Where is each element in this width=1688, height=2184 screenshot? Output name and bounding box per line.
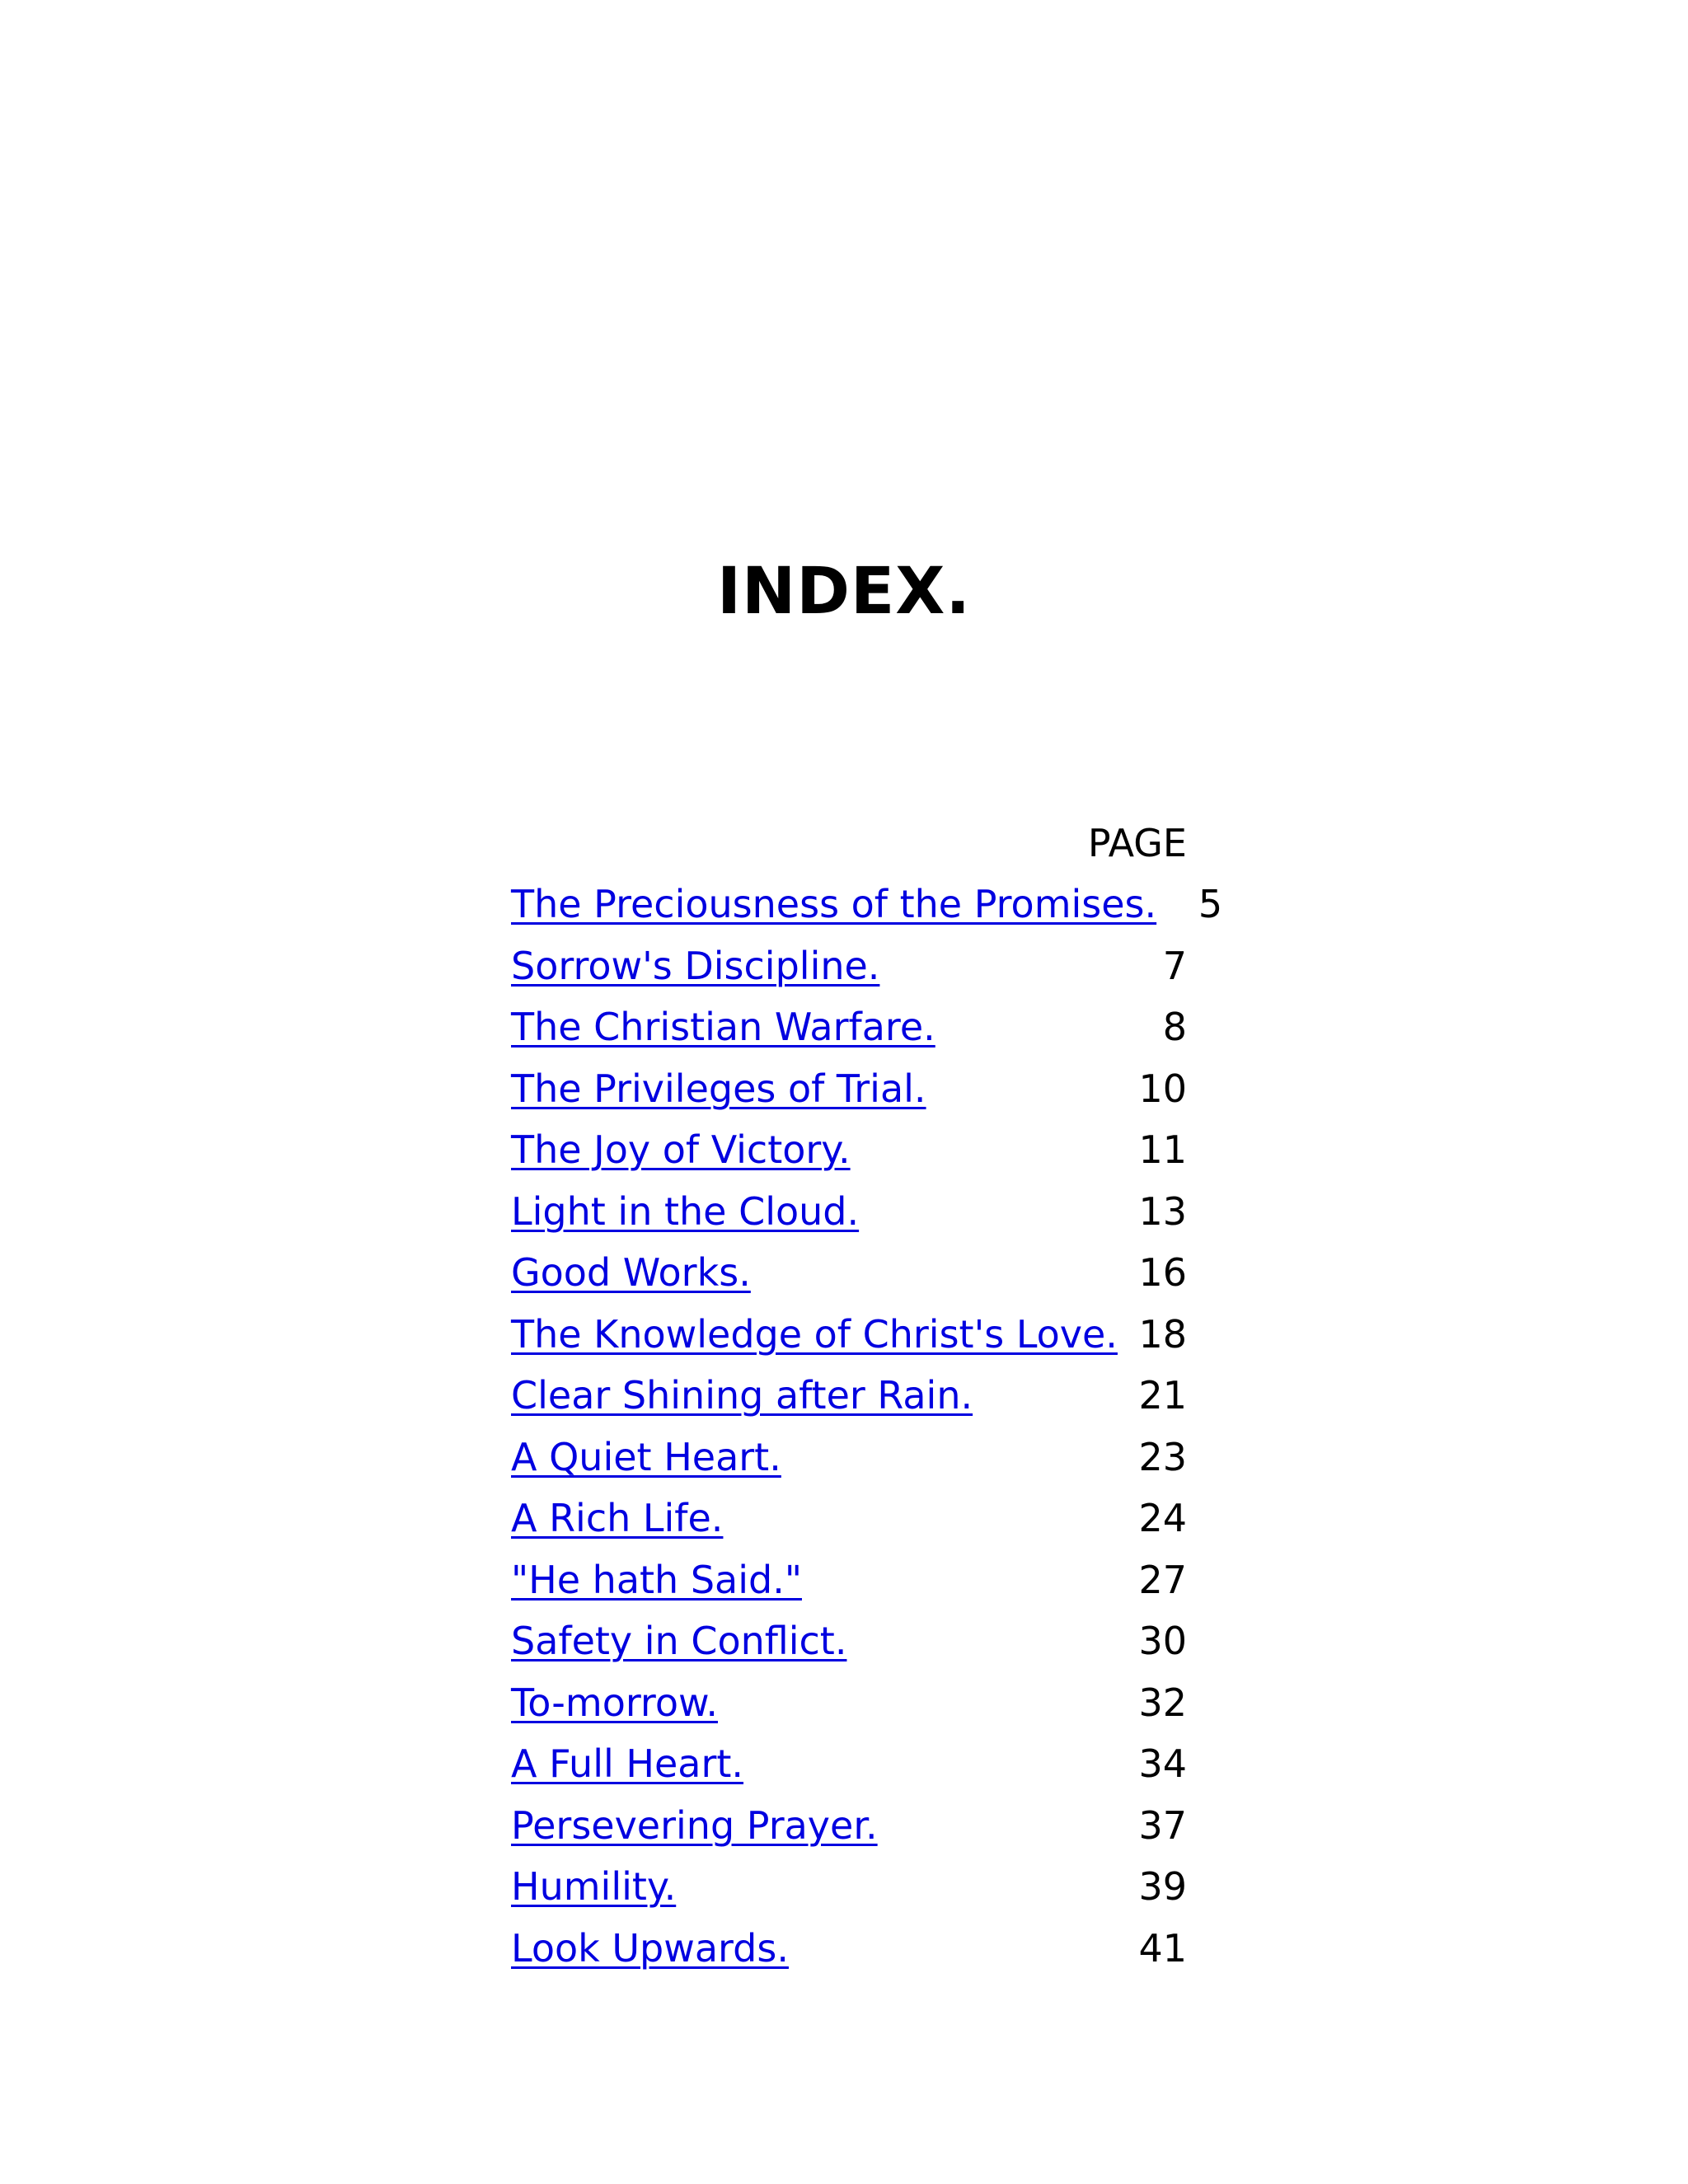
table-of-contents bbox=[511, 813, 1223, 1979]
toc-entry bbox=[511, 996, 1187, 1058]
toc-entry bbox=[511, 1856, 1187, 1918]
toc-page-number: 16 bbox=[1138, 1250, 1187, 1296]
toc-link[interactable]: Look Upwards. bbox=[511, 1925, 789, 1971]
toc-link[interactable]: The Privileges of Trial. bbox=[511, 1066, 926, 1111]
toc-entry bbox=[511, 935, 1187, 997]
toc-page-number: 30 bbox=[1138, 1619, 1187, 1664]
toc-page-number: 8 bbox=[1162, 1005, 1187, 1050]
toc-page-number: 39 bbox=[1138, 1864, 1187, 1910]
toc-entry bbox=[511, 1427, 1187, 1488]
toc-link[interactable]: The Preciousness of the Promises. bbox=[511, 882, 1157, 927]
page-title: INDEX. bbox=[716, 555, 972, 629]
toc-link[interactable]: A Rich Life. bbox=[511, 1496, 724, 1541]
toc-page-number: 21 bbox=[1138, 1373, 1187, 1418]
toc-link[interactable]: Humility. bbox=[511, 1864, 677, 1910]
toc-entry bbox=[511, 1918, 1187, 1980]
toc-entry bbox=[511, 1672, 1187, 1734]
toc-entry bbox=[511, 1610, 1187, 1672]
toc-page-number: 23 bbox=[1138, 1434, 1187, 1479]
toc-link[interactable]: "He hath Said." bbox=[511, 1557, 802, 1602]
toc-link[interactable]: The Christian Warfare. bbox=[511, 1005, 935, 1050]
toc-page-number: 37 bbox=[1138, 1802, 1187, 1848]
toc-link[interactable]: Persevering Prayer. bbox=[511, 1802, 878, 1848]
toc-link[interactable]: Clear Shining after Rain. bbox=[511, 1373, 973, 1418]
toc-link[interactable]: Light in the Cloud. bbox=[511, 1188, 860, 1234]
toc-entry bbox=[511, 1365, 1187, 1427]
toc-entry bbox=[511, 1488, 1187, 1549]
toc-page-number: 5 bbox=[1198, 882, 1223, 927]
toc-link[interactable]: Sorrow's Discipline. bbox=[511, 943, 880, 988]
toc-entry bbox=[511, 1119, 1187, 1181]
toc-link[interactable]: Good Works. bbox=[511, 1250, 751, 1296]
toc-page-number: 24 bbox=[1138, 1496, 1187, 1541]
toc-link[interactable]: A Full Heart. bbox=[511, 1741, 744, 1787]
toc-entry bbox=[511, 1304, 1187, 1366]
toc-link[interactable]: The Knowledge of Christ's Love. bbox=[511, 1311, 1118, 1357]
toc-list bbox=[511, 874, 1223, 1979]
toc-entry bbox=[511, 1242, 1187, 1304]
toc-entry bbox=[511, 1549, 1187, 1611]
toc-page-number: 34 bbox=[1138, 1741, 1187, 1787]
toc-page-number: 32 bbox=[1138, 1680, 1187, 1725]
toc-link[interactable]: To-morrow. bbox=[511, 1680, 719, 1725]
toc-page-number: 18 bbox=[1138, 1311, 1187, 1357]
toc-link[interactable]: The Joy of Victory. bbox=[511, 1127, 851, 1173]
toc-page-number: 7 bbox=[1162, 943, 1187, 988]
toc-page-number: 41 bbox=[1138, 1925, 1187, 1971]
toc-entry bbox=[511, 1733, 1187, 1795]
toc-page-number: 10 bbox=[1138, 1066, 1187, 1111]
toc-entry bbox=[511, 1058, 1187, 1120]
toc-link[interactable]: A Quiet Heart. bbox=[511, 1434, 781, 1479]
toc-entry bbox=[511, 1181, 1187, 1243]
toc-page-number: 11 bbox=[1138, 1127, 1187, 1173]
toc-page-number: 13 bbox=[1138, 1188, 1187, 1234]
toc-page-number: 27 bbox=[1138, 1557, 1187, 1602]
toc-entry bbox=[511, 874, 1223, 935]
toc-link[interactable]: Safety in Conflict. bbox=[511, 1619, 847, 1664]
toc-entry bbox=[511, 1795, 1187, 1857]
page-column-header: PAGE bbox=[1087, 821, 1187, 865]
